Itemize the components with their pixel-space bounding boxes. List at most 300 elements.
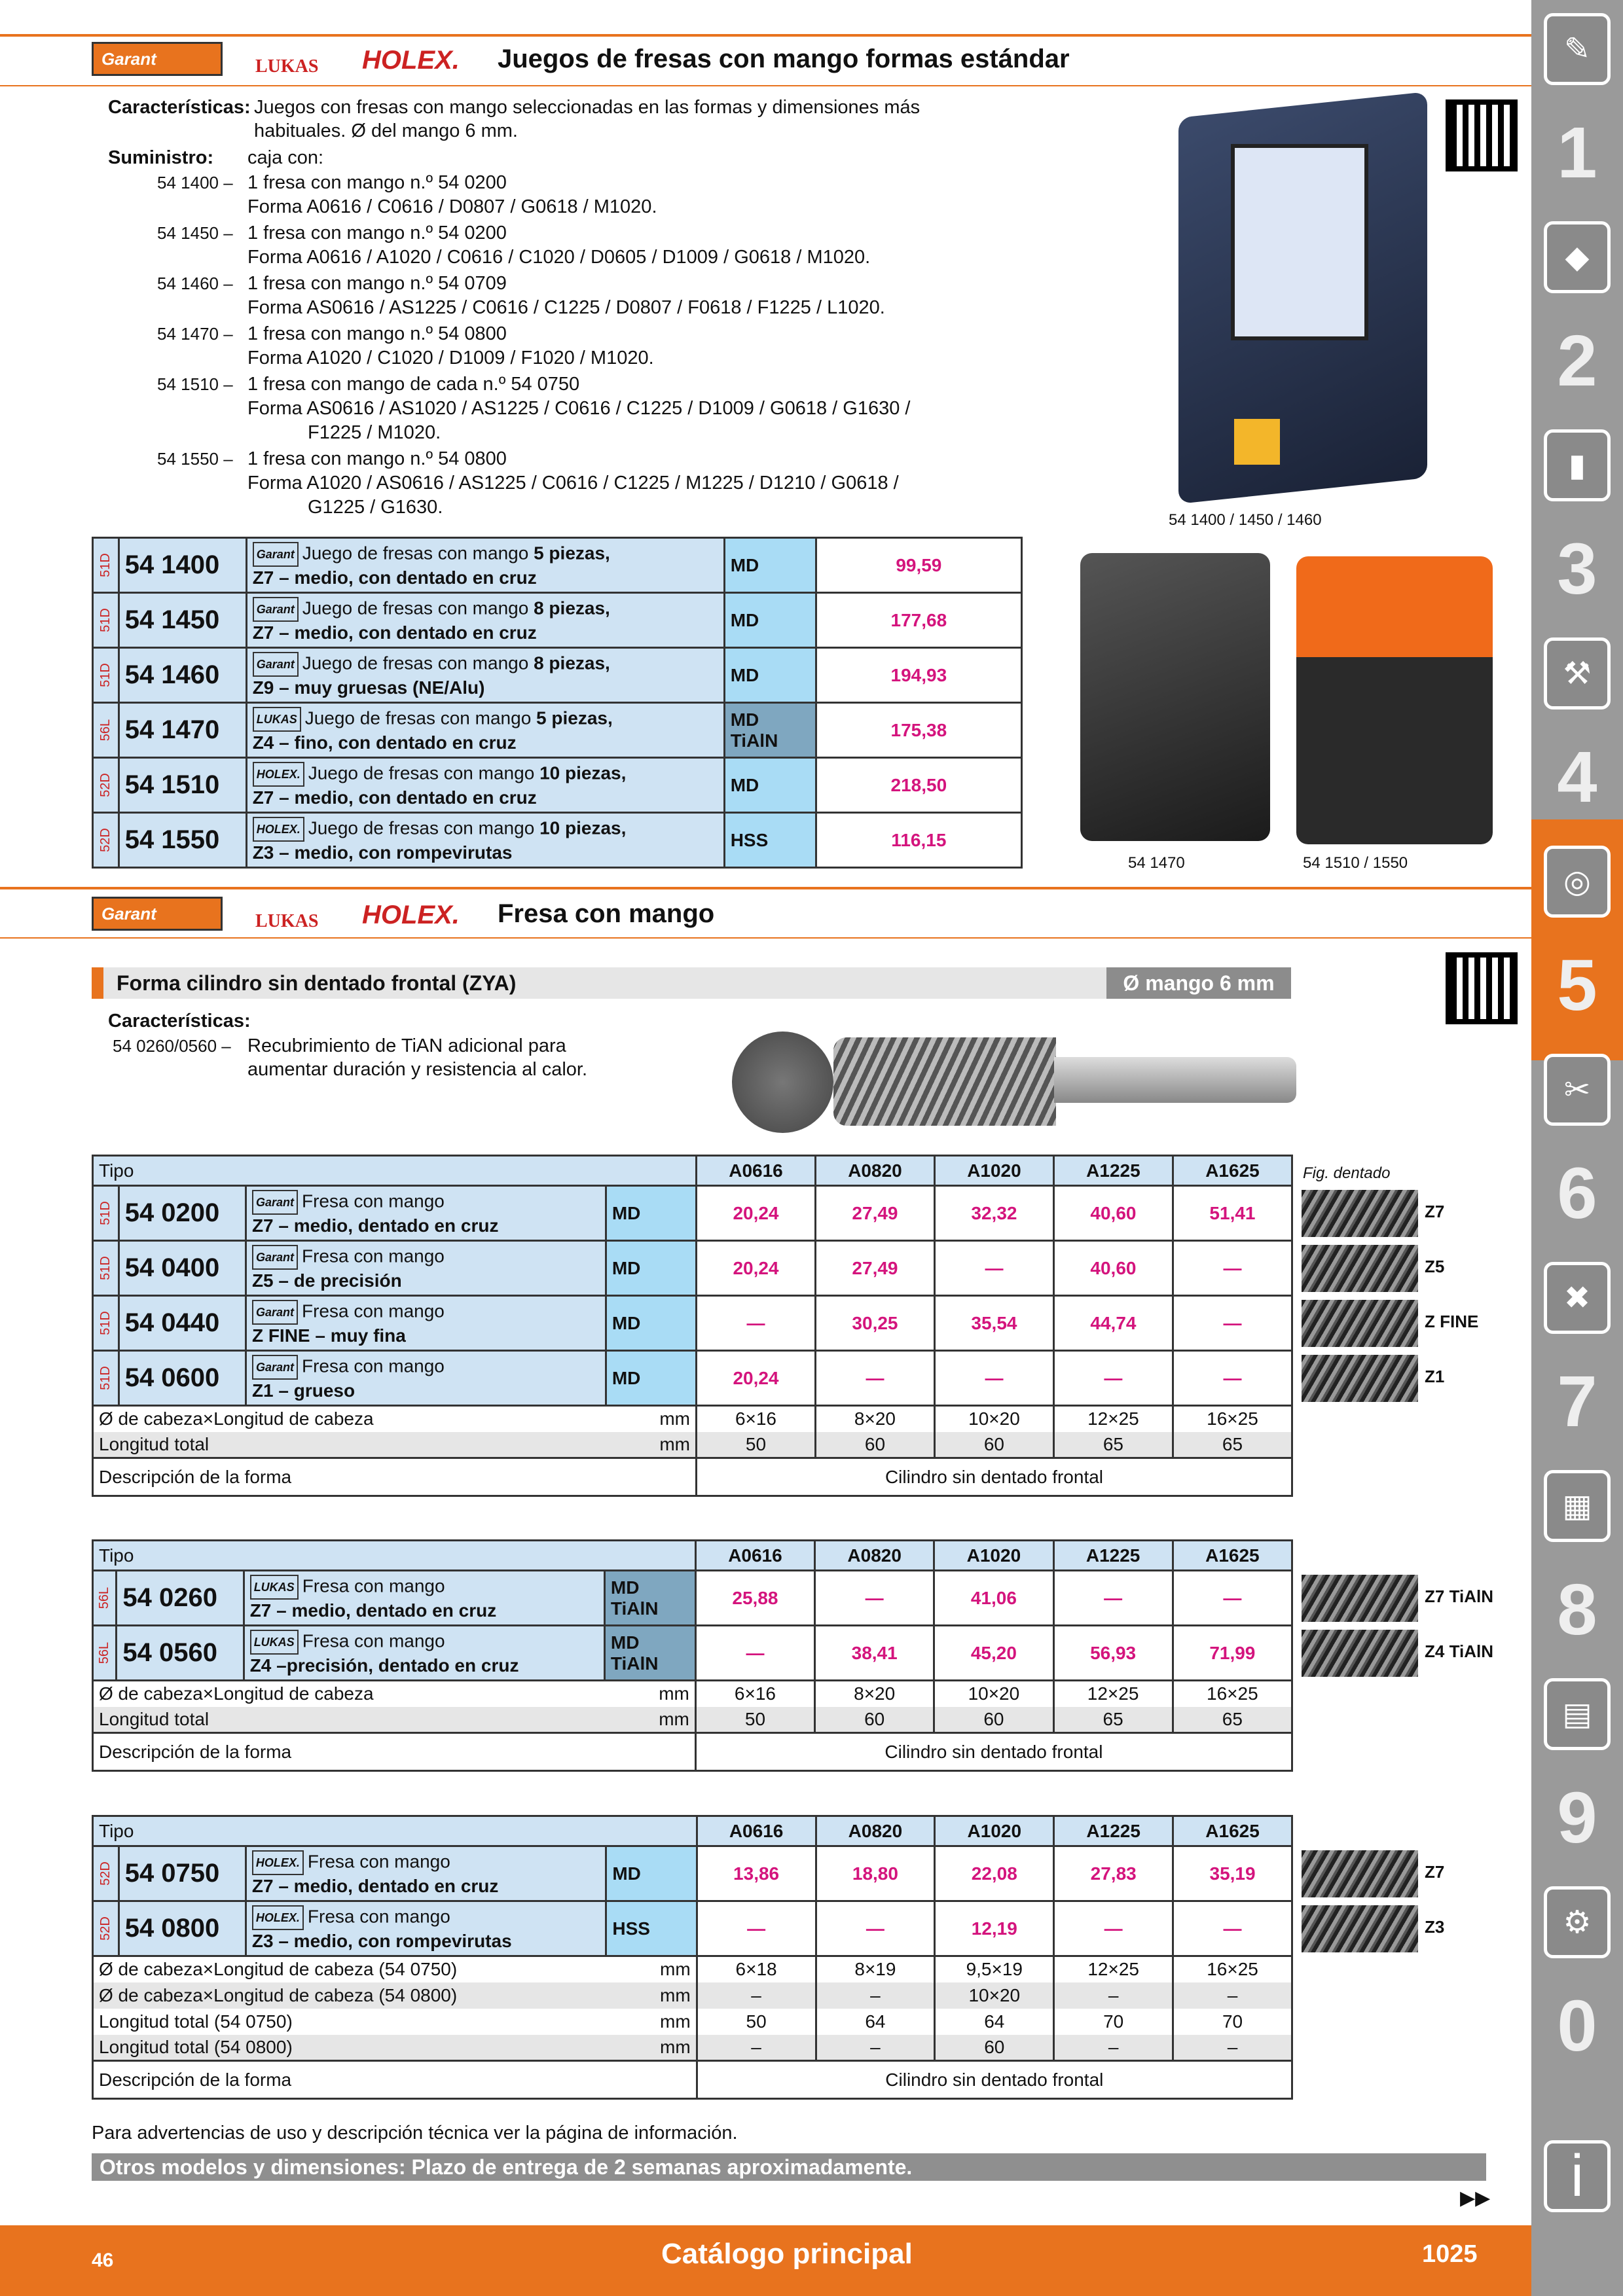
spec-label: Longitud total (54 0750) [93,2009,606,2035]
group-code [93,703,119,758]
description-line2: Z FINE – muy fina [251,1325,406,1346]
group-code-label: 51D [98,1256,113,1280]
supply-line: G1225 / G1630. [308,497,443,518]
usage-note: Para advertencias de uso y descripción técnica ver la página de información. [92,2123,738,2144]
item-description [246,758,724,813]
spec-value: 16×25 [1173,1681,1292,1707]
spec-value: 8×20 [815,1406,934,1432]
spec-row [93,2035,1292,2061]
price: — [695,1626,814,1681]
spec-value: – [1173,2035,1292,2061]
price: — [696,1296,815,1351]
tooth-figure-label: Z3 [1425,1916,1445,1937]
article-number: 54 1510 [119,758,246,813]
spec-value: 60 [934,1707,1053,1733]
chapter-number[interactable]: 2 [1557,321,1597,401]
cutter-side-image [833,1037,1056,1126]
tooth-figure-label: Z7 [1425,1201,1445,1221]
description-line1: Fresa con mango [302,1630,445,1651]
column-header: A0820 [815,1541,934,1571]
price: — [934,1351,1053,1406]
table-row[interactable] [93,703,1022,758]
next-page-arrows[interactable]: ▶▶ [1460,2187,1491,2209]
price: 27,49 [815,1186,934,1241]
supply-label: Suministro: [108,147,214,168]
tooth-figure-label: Z FINE [1425,1311,1479,1331]
price: 51,41 [1173,1186,1292,1241]
spec-value: 65 [1053,1432,1173,1458]
chapter-icon-5[interactable]: ◎ [1544,846,1611,918]
characteristics-text: Recubrimiento de TiAN adicional para [247,1035,566,1056]
spec-value: 12×25 [1054,1956,1173,1982]
column-header: A1625 [1173,1541,1292,1571]
column-header: A1020 [934,1156,1053,1186]
chapter-icon-6[interactable]: ✂ [1544,1054,1611,1126]
price: 20,24 [696,1241,815,1296]
group-code-label: 51D [98,663,113,687]
item-description [246,813,724,868]
supply-line: Forma A0616 / A1020 / C0616 / C1020 / D0605 / D1009 / G0618 / M1020. [247,247,871,268]
description-pieces: 10 piezas, [539,762,627,783]
item-description [246,703,724,758]
chapter-number[interactable]: 9 [1557,1778,1597,1858]
column-header: A1625 [1173,1156,1292,1186]
product-image-case [1080,553,1270,841]
spec-value: 64 [935,2009,1054,2035]
article-number: 54 0440 [119,1296,246,1351]
description-line2: Z5 – de precisión [251,1270,402,1291]
image-caption: 54 1400 / 1450 / 1460 [1169,511,1322,529]
price: 41,06 [934,1571,1053,1626]
spec-value: – [1173,1982,1292,2009]
description-line2: Z4 – fino, con dentado en cruz [252,732,517,753]
description-line1: Fresa con mango [307,1850,450,1871]
tooth-figure-image [1302,1575,1418,1622]
tipo-header: Tipo [93,1541,696,1571]
group-code-label: 51D [98,1201,113,1225]
group-code [93,758,119,813]
article-number: 54 1460 [119,648,246,703]
price: 27,83 [1054,1846,1173,1901]
spec-value: 8×19 [816,1956,935,1982]
description-line1: Fresa con mango [301,1245,445,1266]
table-row[interactable] [93,593,1022,648]
spec-value: – [816,2035,935,2061]
spec-value: 60 [935,2035,1054,2061]
characteristics-text: habituales. Ø del mango 6 mm. [254,120,518,141]
tooth-figure-label: Z5 [1425,1256,1445,1276]
spec-label: Ø de cabeza×Longitud de cabeza [93,1681,605,1707]
supply-code: 54 1450 – [157,223,233,243]
table-row[interactable] [93,1351,1292,1406]
brand-mini-logo: LUKAS [253,707,301,732]
brand-mini-logo: LUKAS [250,1630,299,1655]
table-row[interactable] [93,538,1022,593]
item-description [246,648,724,703]
column-header: A0616 [695,1541,814,1571]
description-pieces: 5 piezas, [534,542,610,563]
price: — [1173,1901,1292,1956]
group-code [93,593,119,648]
description-line1: Juego de fresas con mango [302,542,534,563]
fig-header: Fig. dentado [1303,1164,1391,1182]
qr-code[interactable] [1446,99,1518,171]
article-number: 54 0800 [119,1901,246,1956]
column-header: A1020 [934,1541,1053,1571]
characteristics-label: Características: [108,97,251,118]
spec-value: 50 [697,2009,816,2035]
material: HSS [724,813,816,868]
description-line2: Z7 – medio, con dentado en cruz [252,622,537,643]
price: 44,74 [1053,1296,1173,1351]
tooth-figure-image [1302,1905,1418,1952]
description-line2: Z7 – medio, con dentado en cruz [252,787,537,808]
image-caption: 54 1470 [1128,854,1185,872]
spec-row [93,1956,1292,1982]
price: 13,86 [697,1846,816,1901]
table-row[interactable] [93,1846,1292,1901]
price: 177,68 [816,593,1021,648]
article-number: 54 0560 [117,1626,244,1681]
description-line1: Fresa con mango [301,1355,445,1376]
chapter-icon-1[interactable]: ✎ [1544,13,1611,85]
item-description [246,538,724,593]
shape-label: Descripción de la forma [93,1458,697,1496]
info-icon[interactable]: i [1544,2140,1611,2212]
price: 20,24 [696,1186,815,1241]
item-description [246,1241,606,1296]
group-code [93,538,119,593]
tooth-figure-image [1302,1630,1418,1677]
section-title: Juegos de fresas con mango formas estándar [498,45,1070,73]
chapter-number[interactable]: 8 [1557,1570,1597,1650]
price: — [1054,1901,1173,1956]
description-line1: Fresa con mango [301,1300,445,1321]
chapter-icon-2[interactable]: ◆ [1544,221,1611,293]
chapter-number[interactable]: 0 [1557,1986,1597,2066]
material: MD [724,648,816,703]
description-line2: Z7 – medio, dentado en cruz [251,1215,499,1236]
price: 18,80 [816,1846,935,1901]
description-pieces: 10 piezas, [539,817,627,838]
chapter-number[interactable]: 4 [1557,737,1597,817]
spec-label: Ø de cabeza×Longitud de cabeza (54 0800) [93,1982,606,2009]
chapter-number[interactable]: 3 [1557,529,1597,609]
spec-value: – [816,1982,935,2009]
brand-mini-logo: HOLEX. [253,817,304,842]
spec-value: 60 [934,1432,1053,1458]
price: 25,88 [695,1571,814,1626]
description-line1: Juego de fresas con mango [302,652,534,673]
chapter-icon-7[interactable]: ✖ [1544,1262,1611,1334]
brand-mini-logo: Garant [253,652,299,677]
group-code-label: 56L [97,1641,112,1664]
spec-value: 9,5×19 [935,1956,1054,1982]
shape-row [93,1458,1292,1496]
price: — [1173,1241,1292,1296]
supply-code: 54 1510 – [157,374,233,394]
chapter-icon-8[interactable]: ▦ [1544,1470,1611,1542]
supply-line: 1 fresa con mango de cada n.º 54 0750 [247,374,580,395]
spec-row [93,1406,1292,1432]
spec-row [93,1982,1292,2009]
group-code-label: 52D [98,828,113,852]
section-title: Fresa con mango [498,899,715,928]
price: 22,08 [935,1846,1054,1901]
shape-row [93,1733,1292,1771]
cutter-table-holex [92,1815,1293,2100]
price: 116,15 [816,813,1021,868]
article-number: 54 0600 [119,1351,246,1406]
chapter-number[interactable]: 7 [1557,1361,1597,1442]
section-rule [0,887,1531,889]
spec-row [93,1432,1292,1458]
tooth-figure-image [1302,1850,1418,1897]
spec-value: 70 [1054,2009,1173,2035]
holex-logo: HOLEX. [362,900,460,929]
price: 32,32 [934,1186,1053,1241]
spec-value: 10×20 [935,1982,1054,2009]
material: MD [606,1296,696,1351]
price: — [1173,1351,1292,1406]
price: — [1053,1571,1173,1626]
article-number: 54 0750 [119,1846,246,1901]
price: — [1173,1296,1292,1351]
shank-badge: Ø mango 6 mm [1106,967,1291,999]
brand-mini-logo: HOLEX. [252,1905,304,1930]
article-number: 54 0200 [119,1186,246,1241]
description-line1: Fresa con mango [302,1575,445,1596]
material: MD [724,538,816,593]
item-description [244,1626,604,1681]
unit: mm [606,1406,696,1432]
image-caption: 54 1510 / 1550 [1303,854,1408,872]
unit: mm [606,1956,697,1982]
column-header: A1225 [1053,1156,1173,1186]
chapter-number[interactable]: 5 [1557,945,1597,1026]
price: 40,60 [1053,1241,1173,1296]
spec-value: – [697,1982,816,2009]
material: MD [606,1846,697,1901]
spec-row [93,1681,1292,1707]
group-code [93,1296,119,1351]
spec-row [93,1707,1292,1733]
table-row[interactable] [93,1186,1292,1241]
spec-label: Ø de cabeza×Longitud de cabeza (54 0750) [93,1956,606,1982]
spec-value: 65 [1173,1707,1292,1733]
group-code-label: 52D [98,773,113,797]
group-code [93,1901,119,1956]
brand-mini-logo: LUKAS [250,1575,299,1600]
chapter-number[interactable]: 6 [1557,1153,1597,1234]
characteristics-label: Características: [108,1011,251,1031]
product-image-case [1296,556,1493,844]
chapter-icon-3[interactable]: ▮ [1544,429,1611,501]
price: 30,25 [815,1296,934,1351]
supply-line: F1225 / M1020. [308,422,441,443]
supply-code: 54 1550 – [157,449,233,469]
spec-value: 12×25 [1053,1681,1173,1707]
supply-line: Forma A0616 / C0616 / D0807 / G0618 / M1020. [247,196,657,217]
item-description [246,1846,606,1901]
supply-line: 1 fresa con mango n.º 54 0800 [247,448,507,469]
product-image-insert [1231,144,1368,340]
spec-value: 60 [815,1707,934,1733]
group-code-label: 52D [98,1861,113,1886]
spec-label: Longitud total [93,1707,605,1733]
description-line2: Z4 –precisión, dentado en cruz [249,1655,519,1676]
table-row[interactable] [93,813,1022,868]
table-row[interactable] [93,1241,1292,1296]
lukas-logo: LUKAS [255,911,319,931]
spec-label: Ø de cabeza×Longitud de cabeza [93,1406,606,1432]
material: MD TiAlN [604,1571,695,1626]
article-number: 54 1470 [119,703,246,758]
spec-value: 16×25 [1173,1406,1292,1432]
table-row[interactable] [93,648,1022,703]
characteristics-text: aumentar duración y resistencia al calor. [247,1059,588,1080]
garant-logo: Garant [92,897,223,931]
price: 35,19 [1173,1846,1292,1901]
sets-table [92,537,1023,869]
table-row[interactable] [93,1571,1292,1626]
tooth-figure-label: Z7 TiAlN [1425,1586,1493,1606]
chapter-number[interactable]: 1 [1557,113,1597,193]
price: 40,60 [1053,1186,1173,1241]
table-header [93,1541,1292,1571]
shape-value: Cilindro sin dentado frontal [697,2061,1292,2099]
group-code-label: 56L [98,719,113,742]
item-description [246,1901,606,1956]
product-image-latch [1234,419,1280,465]
description-line1: Juego de fresas con mango [308,762,540,783]
unit: mm [606,2009,697,2035]
garant-logo: Garant [92,42,223,76]
spec-value: 12×25 [1053,1406,1173,1432]
spec-value: – [1054,2035,1173,2061]
qr-code[interactable] [1446,952,1518,1024]
shape-row [93,2061,1292,2099]
cutter-shank-image [1054,1057,1296,1103]
page-number-right: 1025 [1422,2240,1478,2268]
description-line2: Z9 – muy gruesas (NE/Alu) [252,677,485,698]
spec-value: 60 [815,1432,934,1458]
section-rule [0,34,1531,37]
price: — [816,1901,935,1956]
column-header: A0820 [816,1816,935,1846]
unit: mm [606,1432,696,1458]
group-code [93,1846,119,1901]
tooth-figure-image [1302,1190,1418,1237]
price: 12,19 [935,1901,1054,1956]
article-number: 54 1400 [119,538,246,593]
description-line2: Z7 – medio, con dentado en cruz [252,567,537,588]
spec-value: 50 [696,1432,815,1458]
brand-mini-logo: HOLEX. [253,762,304,787]
characteristics-text: Juegos con fresas con mango seleccionadas en las formas y dimensiones más [254,97,921,118]
description-line1: Juego de fresas con mango [304,707,537,728]
page-number-left: 46 [92,2250,114,2271]
price: 45,20 [934,1626,1053,1681]
unit: mm [606,1982,697,2009]
cutter-table-garant [92,1155,1293,1497]
shape-label: Descripción de la forma [93,1733,696,1771]
item-description [246,1296,606,1351]
description-line2: Z3 – medio, con rompevirutas [252,842,513,863]
catalog-title: Catálogo principal [661,2238,913,2270]
article-number: 54 1550 [119,813,246,868]
brand-mini-logo: HOLEX. [252,1850,304,1875]
price: 99,59 [816,538,1021,593]
brand-mini-logo: Garant [252,1190,298,1215]
price: — [1173,1571,1292,1626]
brand-mini-logo: Garant [252,1245,298,1270]
spec-label: Longitud total [93,1432,606,1458]
holex-logo: HOLEX. [362,45,460,75]
article-number: 54 1450 [119,593,246,648]
item-description [244,1571,604,1626]
supply-line: 1 fresa con mango n.º 54 0200 [247,223,507,243]
spec-value: 65 [1053,1707,1173,1733]
price: — [815,1351,934,1406]
tipo-header: Tipo [93,1816,697,1846]
supply-line: 1 fresa con mango n.º 54 0709 [247,273,507,294]
column-header: A0616 [696,1156,815,1186]
group-code-label: 56L [97,1587,112,1609]
description-line1: Fresa con mango [301,1190,445,1211]
supply-line: Forma AS0616 / AS1020 / AS1225 / C0616 / C1225 / D1009 / G0618 / G1630 / [247,398,911,419]
material: MD [606,1241,696,1296]
price: — [1053,1351,1173,1406]
group-code [93,1351,119,1406]
unit: mm [604,1707,695,1733]
chapter-icon-4[interactable]: ⚒ [1544,637,1611,709]
material: MD TiAlN [724,703,816,758]
supply-line: Forma A1020 / AS0616 / AS1225 / C0616 / C1225 / M1225 / D1210 / G0618 / [247,473,899,493]
supply-text: caja con: [247,147,324,168]
tooth-figure-image [1302,1355,1418,1402]
column-header: A0820 [815,1156,934,1186]
spec-value: 6×16 [695,1681,814,1707]
spec-value: 6×18 [697,1956,816,1982]
chapter-icon-9[interactable]: ▤ [1544,1678,1611,1750]
subsection-title: Forma cilindro sin dentado frontal (ZYA) [117,971,517,995]
table-row[interactable] [93,1296,1292,1351]
table-row[interactable] [93,1901,1292,1956]
table-row[interactable] [93,1626,1292,1681]
unit: mm [606,2035,697,2061]
group-code [93,1571,117,1626]
price: 35,54 [934,1296,1053,1351]
description-pieces: 5 piezas, [536,707,613,728]
supply-line: 1 fresa con mango n.º 54 0200 [247,172,507,193]
shape-label: Descripción de la forma [93,2061,697,2099]
group-code [93,1626,117,1681]
group-code [93,1186,119,1241]
group-code [93,648,119,703]
spec-label: Longitud total (54 0800) [93,2035,606,2061]
table-row[interactable] [93,758,1022,813]
tooth-figure-image [1302,1245,1418,1292]
spec-value: 6×16 [696,1406,815,1432]
chapter-icon-0[interactable]: ⚙ [1544,1886,1611,1958]
spec-value: 50 [695,1707,814,1733]
description-line2: Z7 – medio, dentado en cruz [251,1875,499,1896]
supply-code: 54 1470 – [157,324,233,344]
material: MD [606,1186,696,1241]
description-line1: Fresa con mango [307,1905,450,1926]
price: — [697,1901,816,1956]
